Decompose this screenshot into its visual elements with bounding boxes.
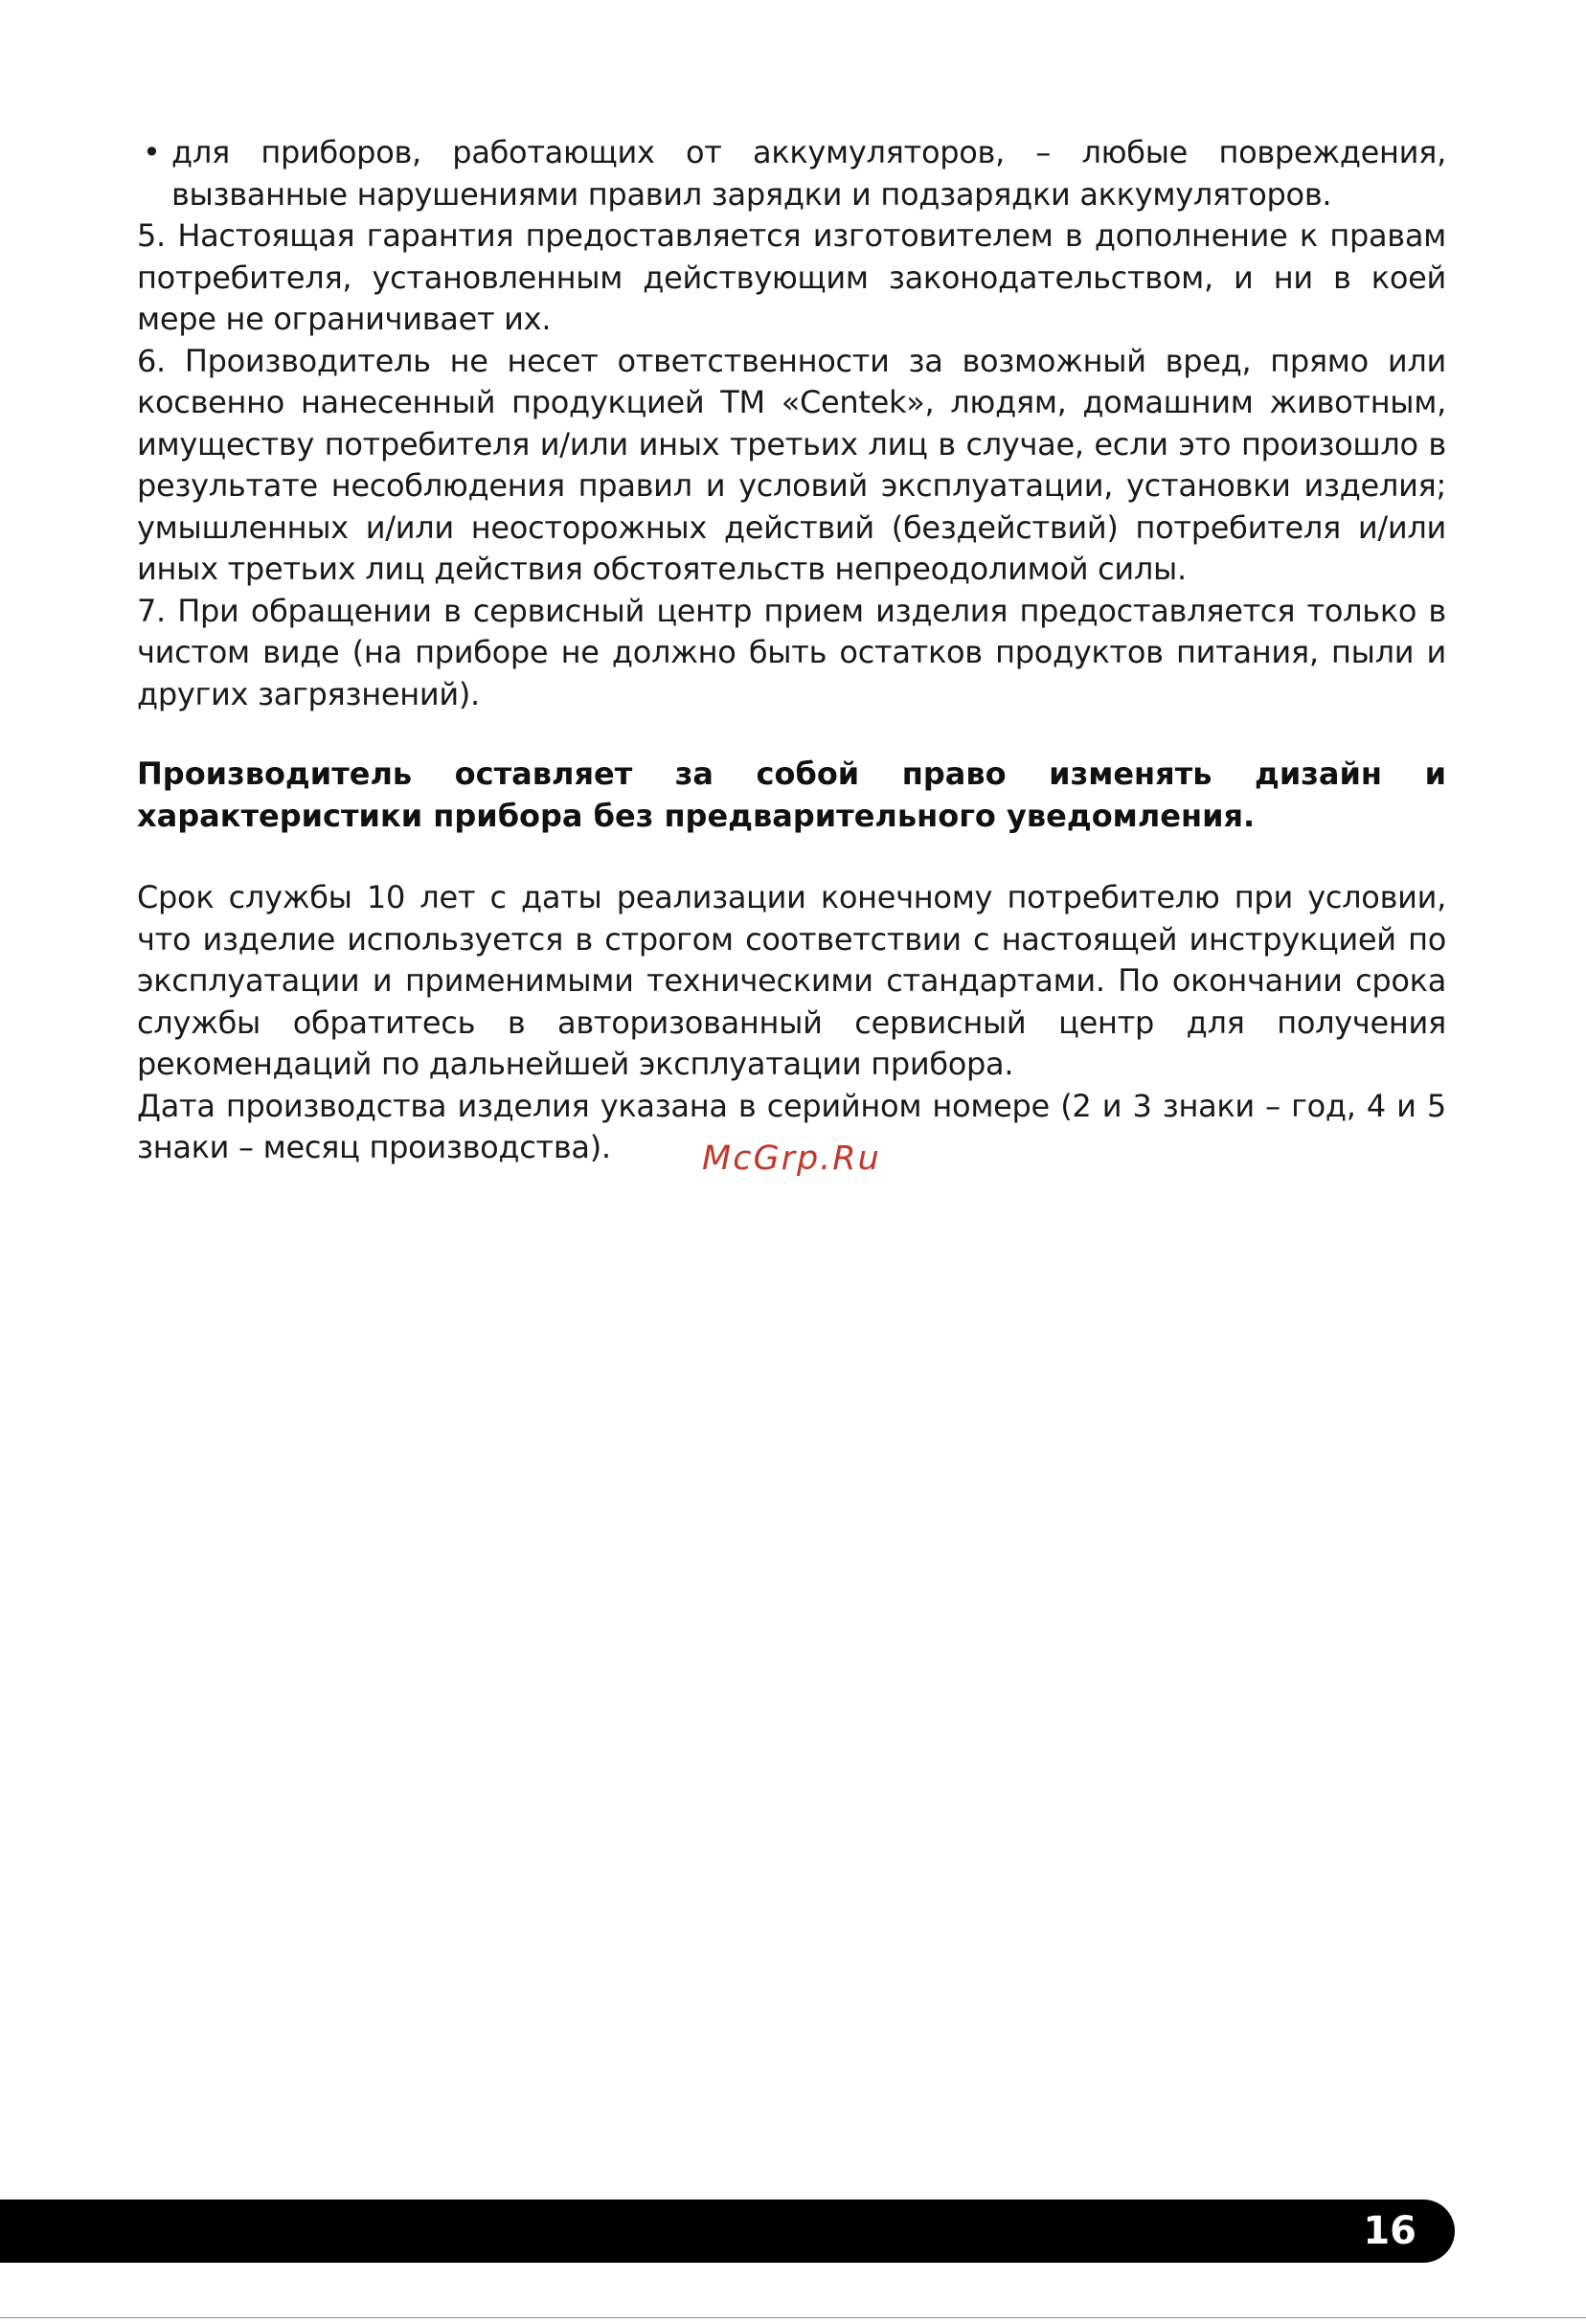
design-change-notice: Производитель оставляет за собой право изменять дизайн и характеристики прибора без предварительного уведомления. (137, 756, 1446, 834)
bottom-divider (0, 2317, 1586, 2318)
bullet-text: для приборов, работающих от аккумуляторов, – любые повреждения, вызванные нарушениями правил зарядки и подзарядки аккумуляторов. (171, 134, 1446, 213)
section-spacer (137, 715, 1446, 754)
bullet-item (137, 132, 1446, 215)
page-number: 16 (1363, 2209, 1416, 2253)
warranty-item-6: 6. Производитель не несет ответственности за возможный вред, прямо или косвенно нанесенный продукцией ТМ «Centek», людям, домашним животным, имуществу потребителя и/или иных третьих лиц в случае, если это произошло в результате несоблюдения правил и условий эксплуатации, установки изделия; умышленных и/или неосторожных действий (бездействий) потребителя и/или иных третьих лиц действия обстоятельств непреодолимой силы. (137, 342, 1446, 587)
footer-bar (0, 2200, 1455, 2263)
page-content (137, 132, 1446, 1169)
watermark-text: McGrp.Ru (702, 1139, 881, 1178)
service-life-paragraph: Срок службы 10 лет с даты реализации конечному потребителю при условии, что изделие используется в строгом соответствии с настоящей инструкцией по эксплуатации и применимыми техническими стандартами. По окончании срока службы обратитесь в авторизованный сервисный центр для получения рекомендаций по дальнейшей эксплуатации прибора. (137, 879, 1446, 1082)
warranty-item-5: 5. Настоящая гарантия предоставляется изготовителем в дополнение к правам потребителя, установленным действующим законодательством, и ни в коей мере не ограничивает их. (137, 217, 1446, 337)
bullet-marker: • (143, 134, 161, 170)
warranty-item-7: 7. При обращении в сервисный центр прием изделия предоставляется только в чистом виде (на приборе не должно быть остатков продуктов питания, пыли и других загрязнений). (137, 592, 1446, 712)
section-spacer (137, 837, 1446, 877)
production-date-paragraph: Дата производства изделия указана в серийном номере (2 и 3 знаки – год, 4 и 5 знаки – месяц производства). (137, 1087, 1446, 1165)
